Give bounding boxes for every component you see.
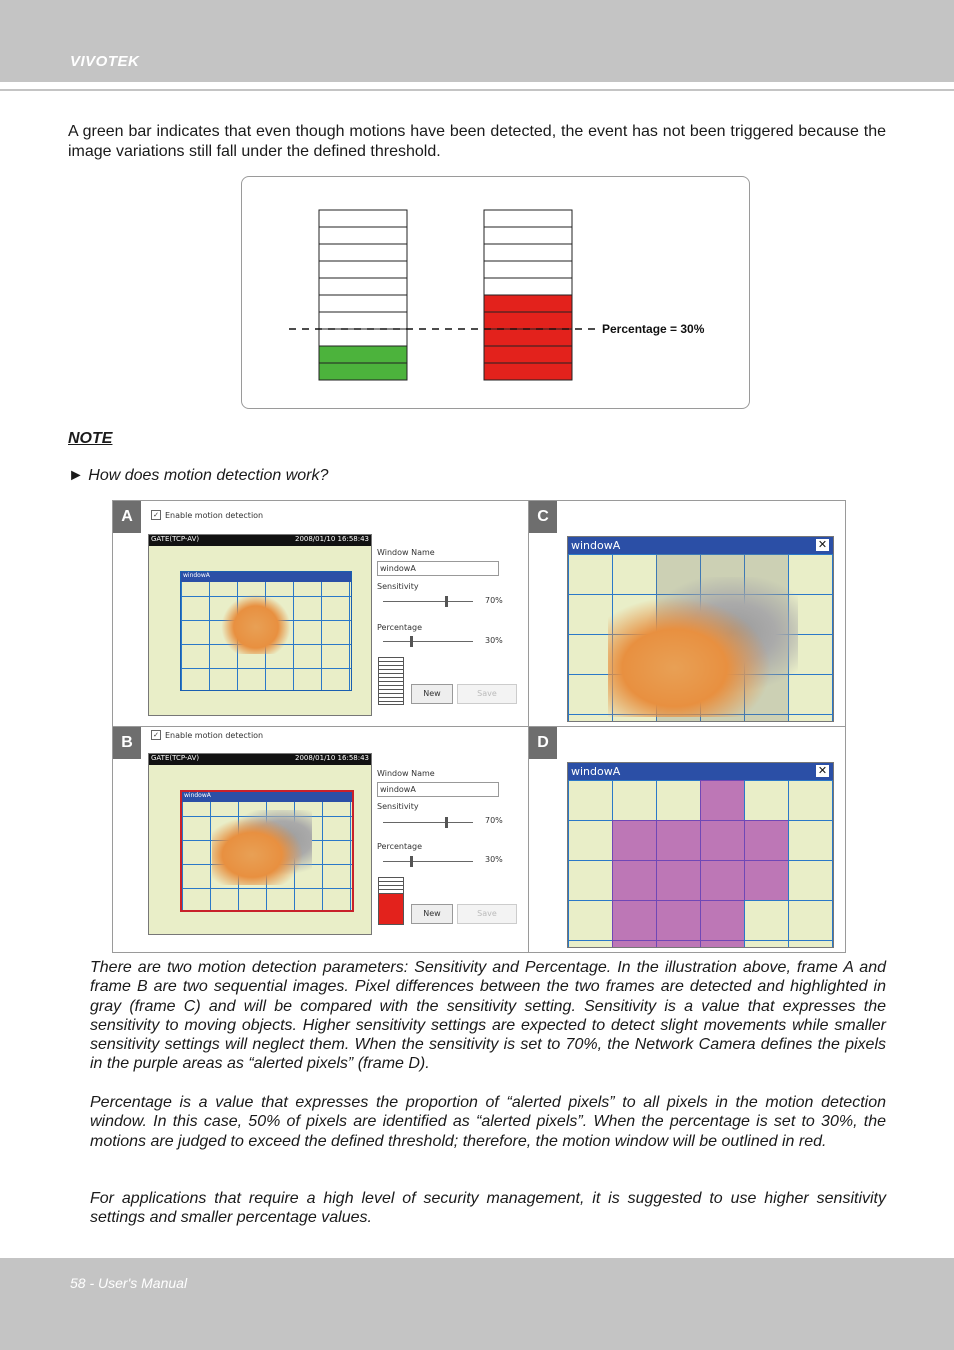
percentage-value: 30% [485, 855, 503, 864]
percentage-slider[interactable] [383, 861, 473, 862]
motion-window[interactable] [180, 571, 352, 691]
bar-segment [484, 261, 572, 278]
note-heading: NOTE [68, 430, 113, 447]
frame-b-label: B [113, 727, 141, 759]
frame-b [113, 727, 529, 952]
window-name-input[interactable]: windowA [377, 782, 499, 797]
close-icon[interactable]: ✕ [817, 764, 828, 777]
camera-view [148, 534, 372, 716]
alerted-pixels-area [744, 820, 788, 900]
bar-triggered [484, 210, 572, 380]
frame-c-label: C [529, 501, 557, 533]
percentage-label: Percentage [377, 842, 423, 851]
sensitivity-value: 70% [485, 816, 503, 825]
alerted-pixels-area [612, 820, 744, 947]
bar-segment [319, 346, 407, 363]
activity-meter [378, 657, 404, 705]
cat-image [221, 594, 291, 654]
bar-segment [484, 312, 572, 329]
camera-view [148, 753, 372, 935]
bar-segment [484, 329, 572, 346]
bar-not-triggered [319, 210, 407, 380]
sensitivity-label: Sensitivity [377, 802, 419, 811]
bar-segment [484, 278, 572, 295]
enable-checkbox[interactable]: ✓ [151, 510, 161, 520]
bar-segment [319, 363, 407, 380]
window-name-label: Window Name [377, 769, 435, 778]
sensitivity-slider[interactable] [383, 822, 473, 823]
percentage-value: 30% [485, 636, 503, 645]
page-footer [0, 1258, 954, 1350]
bar-segment [484, 363, 572, 380]
new-button[interactable]: New [411, 904, 453, 924]
frame-c [529, 501, 845, 726]
paragraph-percentage: Percentage is a value that expresses the proportion of “alerted pixels” to all pixels in the motion detection window. In this case, 50% of pixels are identified as “alerted pixels”. When the percentage is set to 30%, the motions are judged to exceed the defined threshold; therefore, the motion window will be outlined in red. [90, 1094, 886, 1150]
threshold-figure [241, 176, 750, 409]
bar-segment [319, 278, 407, 295]
threshold-label: Percentage = 30% [602, 322, 705, 336]
motion-detection-illustration [112, 500, 846, 953]
paragraph-recommendation: For applications that require a high level of security management, it is suggested to use higher sensitivity settings and smaller percentage values. [90, 1190, 886, 1227]
bar-segment [484, 244, 572, 261]
alert-window [567, 762, 834, 948]
brand-name: VIVOTEK [70, 53, 140, 70]
bar-segment [319, 312, 407, 329]
enable-label: Enable motion detection [165, 730, 264, 740]
close-icon[interactable]: ✕ [817, 538, 828, 551]
bar-segment [484, 295, 572, 312]
percentage-label: Percentage [377, 623, 423, 632]
intro-paragraph: A green bar indicates that even though motions have been detected, the event has not been triggered because the image variations still fall under the defined threshold. [68, 123, 886, 160]
motion-window[interactable] [180, 790, 354, 912]
bar-segment [319, 227, 407, 244]
frame-d-label: D [529, 727, 557, 759]
header-rule [0, 89, 954, 91]
threshold-diagram [242, 177, 749, 408]
percentage-slider[interactable] [383, 641, 473, 642]
bar-segment [319, 244, 407, 261]
window-name-label: Window Name [377, 548, 435, 557]
paragraph-sensitivity: There are two motion detection parameters: Sensitivity and Percentage. In the illustration above, frame A and frame B are two sequential images. Pixel differences between the two frames are detected and highlighted in gray (frame C) and will be compared with the sensitivity setting. Sensitivity is a value that expresses the sensitivity to moving objects. Higher sensitivity settings are expected to detect slight movements while smaller sensitivity settings will neglect them. When the sensitivity is set to 70%, the Network Camera defines the pixels in the purple areas as “alerted pixels” (frame D). [90, 959, 886, 1073]
camera-name: GATE(TCP-AV) [151, 754, 200, 762]
sensitivity-value: 70% [485, 596, 503, 605]
window-tab: windowA [181, 572, 351, 582]
window-title: windowA [571, 539, 621, 552]
activity-meter [378, 877, 404, 925]
cat-image [608, 577, 798, 717]
camera-timestamp: 2008/01/10 16:58:43 [294, 535, 369, 543]
save-button[interactable]: Save [457, 684, 517, 704]
window-tab: windowA [182, 792, 352, 802]
save-button[interactable]: Save [457, 904, 517, 924]
page-header [0, 0, 954, 82]
frame-d [529, 727, 845, 952]
frame-a [113, 501, 529, 726]
sensitivity-label: Sensitivity [377, 582, 419, 591]
bar-segment [319, 329, 407, 346]
bar-segment [319, 261, 407, 278]
bar-segment [484, 210, 572, 227]
window-title: windowA [571, 765, 621, 778]
bar-segment [319, 210, 407, 227]
new-button[interactable]: New [411, 684, 453, 704]
enable-checkbox[interactable]: ✓ [151, 730, 161, 740]
bar-segment [319, 295, 407, 312]
enable-label: Enable motion detection [165, 510, 264, 520]
bar-segment [484, 227, 572, 244]
note-question: ► How does motion detection work? [68, 467, 329, 484]
cat-image [212, 810, 312, 885]
diff-window [567, 536, 834, 722]
frame-a-label: A [113, 501, 141, 533]
bar-segment [484, 346, 572, 363]
alerted-pixels-area [700, 780, 744, 820]
window-name-input[interactable]: windowA [377, 561, 499, 576]
page-number: 58 - User's Manual [70, 1275, 188, 1291]
camera-timestamp: 2008/01/10 16:58:43 [294, 754, 369, 762]
camera-name: GATE(TCP-AV) [151, 535, 200, 543]
sensitivity-slider[interactable] [383, 601, 473, 602]
